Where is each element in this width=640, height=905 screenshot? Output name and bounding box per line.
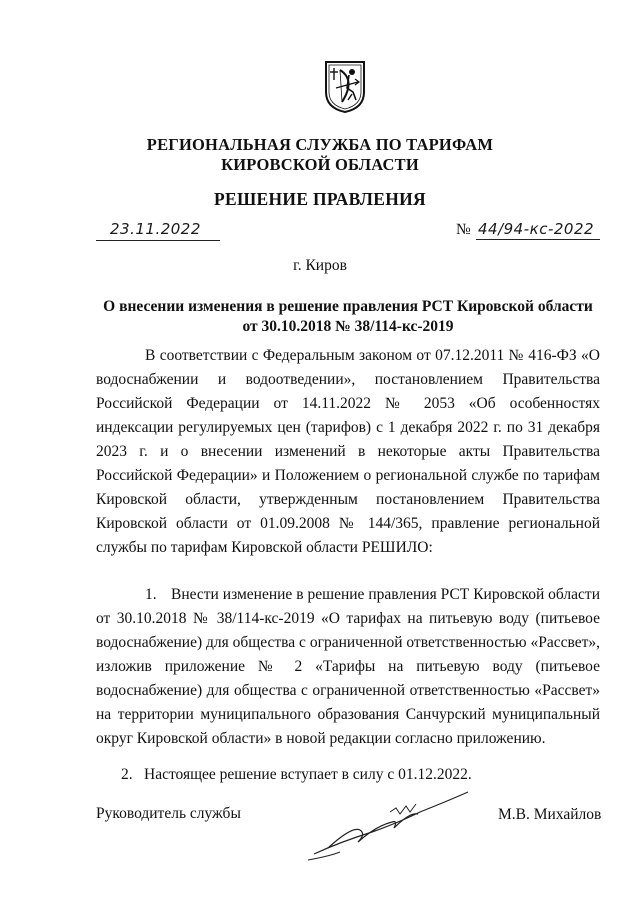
item-2-text: Настоящее решение вступает в силу с 01.12.2022. bbox=[144, 766, 472, 783]
number-sign: № bbox=[456, 221, 471, 238]
resolution-item-1 bbox=[96, 583, 600, 751]
number-underline bbox=[476, 239, 600, 240]
organization-name-line1: РЕГИОНАЛЬНАЯ СЛУЖБА ПО ТАРИФАМ bbox=[146, 135, 494, 154]
signatory-name: М.В. Михайлов bbox=[498, 806, 602, 823]
city-line: г. Киров bbox=[293, 257, 347, 274]
decision-number: 44/94-кс-2022 bbox=[478, 220, 595, 238]
item-2-number: 2. bbox=[121, 766, 133, 783]
intro-paragraph: В соответствии с Федеральным законом от 07.12.2011 № 416-ФЗ «О водоснабжении и водоотведении», постановлением Правительства Российской Федерации от 14.11.2022 № 2053 «Об особенностях индексации регулируемых цен (тарифов) с 1 декабря 2022 г. по 31 декабря 2023 г. и о внесении изменений в некоторые акты Правительства Российской Федерации» и Положением о региональной службе по тарифам Кировской области, утвержденным постановлением Правительства Кировской области от 01.09.2008 № 144/365, правление региональной службы по тарифам Кировской области РЕШИЛО: bbox=[96, 347, 600, 556]
decision-date: 23.11.2022 bbox=[110, 220, 201, 238]
item-1-text: Внести изменение в решение правления РСТ Кировской области от 30.10.2018 № 38/114-кс-2019 «О тарифах на питьевую воду (питьевое водоснабжение) для общества с ограниченной ответственностью «Рассвет», изложив приложение № 2 «Тарифы на питьевую воду (питьевое водоснабжение) для общества с ограниченной ответственностью «Рассвет» на территории муниципального образования Санчурский муниципальный округ Кировской области» в новой редакции согласно приложению. bbox=[96, 586, 600, 747]
signature-icon bbox=[300, 782, 475, 866]
decision-subject-heading: О внесении изменения в решение правления РСТ Кировской области от 30.10.2018 № 38/114-кс-2019 bbox=[103, 298, 593, 335]
coat-of-arms-icon bbox=[322, 58, 368, 114]
signatory-role: Руководитель службы bbox=[96, 805, 241, 822]
decision-date-field bbox=[96, 218, 220, 241]
item-1-number: 1. bbox=[145, 586, 157, 603]
organization-name-line2: КИРОВСКОЙ ОБЛАСТИ bbox=[221, 155, 419, 174]
decision-number-field bbox=[456, 218, 600, 240]
document-type-title: РЕШЕНИЕ ПРАВЛЕНИЯ bbox=[214, 189, 426, 209]
